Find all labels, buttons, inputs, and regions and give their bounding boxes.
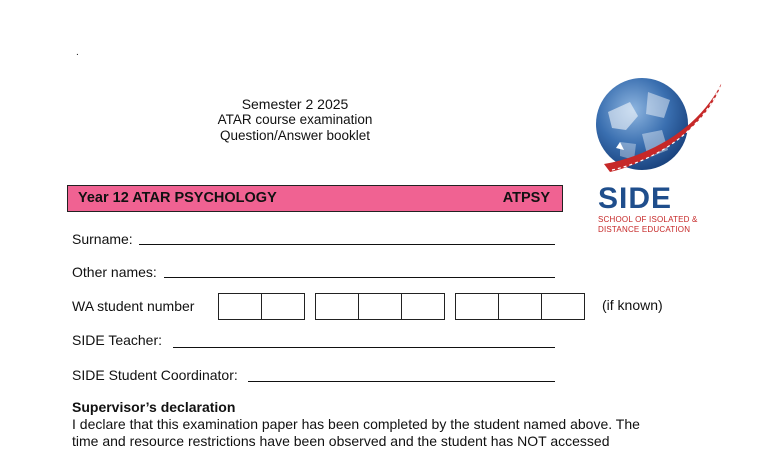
- logo-subtitle-line-2: DISTANCE EDUCATION: [598, 225, 691, 234]
- wa-student-number-label: WA student number: [72, 298, 195, 314]
- student-number-box[interactable]: [541, 293, 585, 320]
- student-number-group-2: [315, 293, 445, 320]
- logo-subtitle: [598, 215, 698, 235]
- student-number-box[interactable]: [358, 293, 402, 320]
- semester-text: Semester 2 2025: [241, 96, 349, 112]
- student-number-group-3: [455, 293, 585, 320]
- student-number-box[interactable]: [261, 293, 305, 320]
- student-number-box[interactable]: [218, 293, 262, 320]
- booklet-type-text: Question/Answer booklet: [219, 128, 371, 143]
- logo-subtitle-line-1: SCHOOL OF ISOLATED &: [598, 215, 698, 224]
- side-coordinator-field[interactable]: [248, 367, 555, 382]
- side-teacher-field[interactable]: [173, 333, 555, 348]
- course-code: ATPSY: [502, 190, 550, 206]
- surname-label: Surname:: [72, 231, 133, 247]
- supervisor-declaration-heading: Supervisor’s declaration: [72, 399, 236, 415]
- declaration-line-1: I declare that this examination paper has been completed by the student named above. The: [72, 416, 640, 432]
- course-title: Year 12 ATAR PSYCHOLOGY: [78, 190, 277, 206]
- course-type-text: ATAR course examination: [217, 112, 373, 127]
- course-title-bar: [67, 185, 563, 212]
- other-names-label: Other names:: [72, 264, 157, 280]
- surname-field[interactable]: [139, 230, 555, 245]
- student-number-box[interactable]: [315, 293, 359, 320]
- student-number-box[interactable]: [401, 293, 445, 320]
- declaration-line-2: time and resource restrictions have been observed and the student has NOT accessed: [72, 433, 610, 449]
- other-names-field[interactable]: [164, 263, 555, 278]
- student-number-box[interactable]: [498, 293, 542, 320]
- if-known-note: (if known): [602, 297, 663, 313]
- side-teacher-label: SIDE Teacher:: [72, 332, 163, 348]
- logo-wordmark: SIDE: [598, 182, 673, 215]
- student-number-box[interactable]: [455, 293, 499, 320]
- supervisor-declaration-text: [72, 416, 712, 450]
- side-coordinator-label: SIDE Student Coordinator:: [72, 367, 238, 383]
- stray-mark: .: [76, 47, 79, 58]
- student-number-group-1: [218, 293, 305, 320]
- exam-heading: [150, 96, 440, 144]
